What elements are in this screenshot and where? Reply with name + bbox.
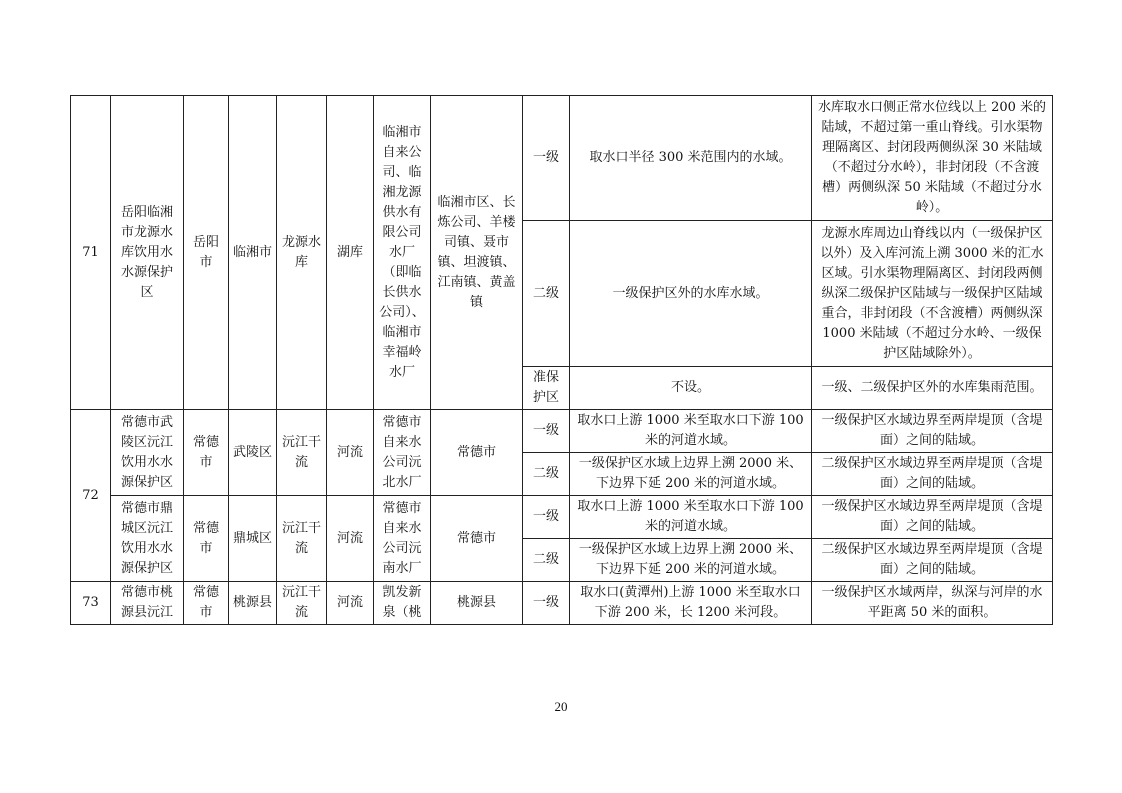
water-area: 一级保护区外的水库水域。 (570, 221, 812, 367)
water-area: 取水口上游 1000 米至取水口下游 100 米的河道水域。 (570, 410, 812, 453)
supplier: 临湘市自来公司、临湘龙源供水有限公司水厂（即临长供水公司）、临湘市幸福岭水厂 (374, 96, 431, 410)
water-type: 河流 (327, 410, 374, 496)
water-type: 河流 (327, 496, 374, 582)
protection-level: 一级 (523, 96, 570, 221)
served-area: 桃源县 (431, 582, 523, 625)
protection-level: 一级 (523, 496, 570, 539)
land-area: 一级、二级保护区外的水库集雨范围。 (812, 367, 1053, 410)
land-area: 二级保护区水域边界至两岸堤顶（含堤面）之间的陆域。 (812, 453, 1053, 496)
protection-level: 一级 (523, 410, 570, 453)
protection-level: 一级 (523, 582, 570, 625)
land-area: 水库取水口侧正常水位线以上 200 米的陆域，不超过第一重山脊线。引水渠物理隔离区、封闭段两侧纵深 30 米陆域（不超过分水岭），非封闭段（不含渡槽）两侧纵深 50 米陆域（不超过分水岭）。 (812, 96, 1053, 221)
land-area: 二级保护区水域边界至两岸堤顶（含堤面）之间的陆域。 (812, 539, 1053, 582)
supplier: 凯发新泉（桃 (374, 582, 431, 625)
table-row (71, 582, 1053, 625)
land-area: 一级保护区水域边界至两岸堤顶（含堤面）之间的陆域。 (812, 410, 1053, 453)
water-area: 取水口(黄潭州)上游 1000 米至取水口下游 200 米，长 1200 米河段。 (570, 582, 812, 625)
row-number: 71 (71, 96, 111, 410)
water-area: 取水口半径 300 米范围内的水域。 (570, 96, 812, 221)
page-number: 20 (554, 699, 568, 714)
water-type: 河流 (327, 582, 374, 625)
city: 岳阳市 (184, 96, 229, 410)
protection-zone-table (70, 95, 1053, 625)
land-area: 龙源水库周边山脊线以内（一级保护区以外）及入库河流上溯 3000 米的汇水区域。引水渠物理隔离区、封闭段两侧纵深二级保护区陆域与一级保护区陆域重合，非封闭段（不含渡槽）两侧纵深 1000 米陆域（不超过分水岭、一级保护区陆域除外）。 (812, 221, 1053, 367)
water-area: 一级保护区水域上边界上溯 2000 米、下边界下延 200 米的河道水域。 (570, 539, 812, 582)
land-area: 一级保护区水域两岸，纵深与河岸的水平距离 50 米的面积。 (812, 582, 1053, 625)
city: 常德市 (184, 582, 229, 625)
water-type: 湖库 (327, 96, 374, 410)
zone-name: 常德市桃源县沅江 (111, 582, 184, 625)
county: 鼎城区 (229, 496, 277, 582)
served-area: 常德市 (431, 496, 523, 582)
table-row (71, 496, 1053, 539)
water-body: 沅江干流 (277, 496, 327, 582)
protection-level: 二级 (523, 221, 570, 367)
land-area: 一级保护区水域边界至两岸堤顶（含堤面）之间的陆域。 (812, 496, 1053, 539)
zone-name: 岳阳临湘市龙源水库饮用水水源保护区 (111, 96, 184, 410)
water-body: 沅江干流 (277, 410, 327, 496)
row-number: 72 (71, 410, 111, 582)
protection-level: 二级 (523, 453, 570, 496)
water-area: 取水口上游 1000 米至取水口下游 100 米的河道水域。 (570, 496, 812, 539)
table-row (71, 410, 1053, 453)
city: 常德市 (184, 496, 229, 582)
zone-name: 常德市武陵区沅江饮用水水源保护区 (111, 410, 184, 496)
county: 桃源县 (229, 582, 277, 625)
city: 常德市 (184, 410, 229, 496)
table-row (71, 96, 1053, 221)
water-area: 不设。 (570, 367, 812, 410)
water-area: 一级保护区水域上边界上溯 2000 米、下边界下延 200 米的河道水域。 (570, 453, 812, 496)
water-body: 沅江干流 (277, 582, 327, 625)
supplier: 常德市自来水公司沅北水厂 (374, 410, 431, 496)
protection-level: 二级 (523, 539, 570, 582)
supplier: 常德市自来水公司沅南水厂 (374, 496, 431, 582)
served-area: 临湘市区、长炼公司、羊楼司镇、聂市镇、坦渡镇、江南镇、黄盖镇 (431, 96, 523, 410)
county: 武陵区 (229, 410, 277, 496)
water-body: 龙源水库 (277, 96, 327, 410)
served-area: 常德市 (431, 410, 523, 496)
county: 临湘市 (229, 96, 277, 410)
zone-name: 常德市鼎城区沅江饮用水水源保护区 (111, 496, 184, 582)
protection-level: 准保护区 (523, 367, 570, 410)
row-number: 73 (71, 582, 111, 625)
